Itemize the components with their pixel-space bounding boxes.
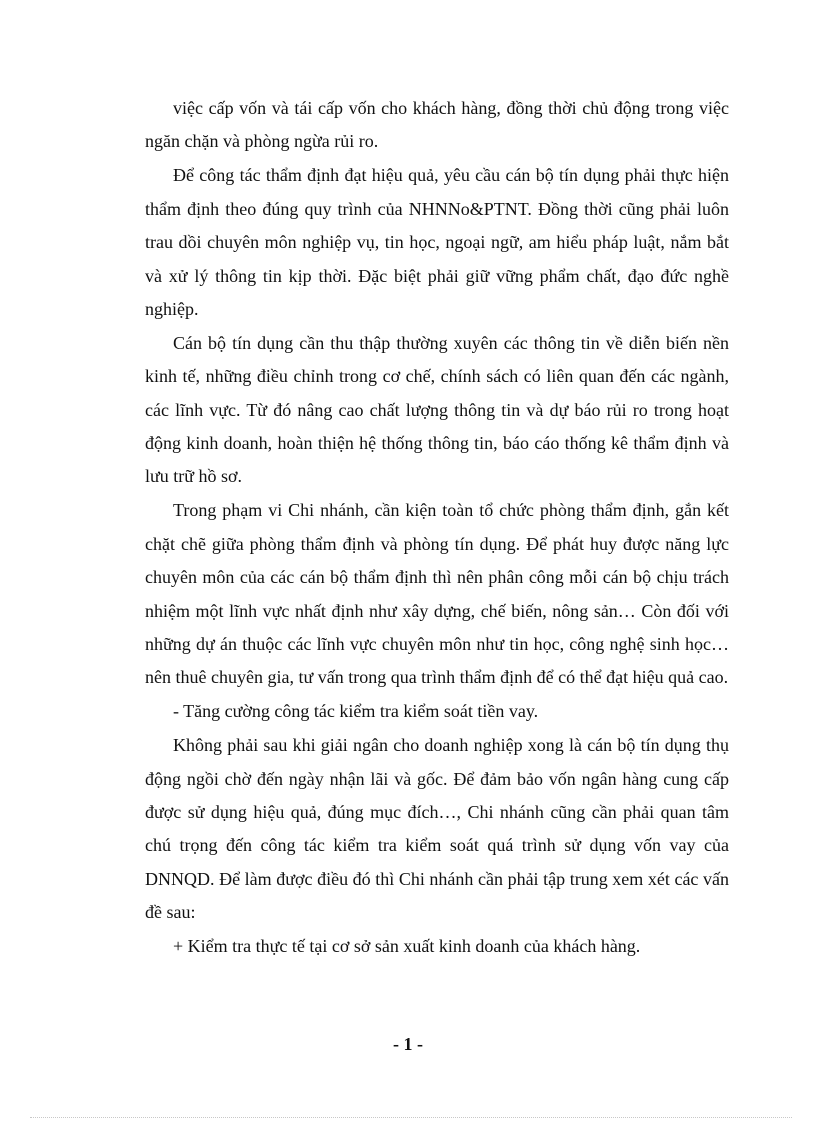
document-body — [145, 92, 729, 964]
paragraph-5: Không phải sau khi giải ngân cho doanh nghiệp xong là cán bộ tín dụng thụ động ngồi chờ đến ngày nhận lãi và gốc. Để đảm bảo vốn ngân hàng cung cấp được sử dụng hiệu quả, đúng mục đích…, Chi nhánh cũng cần phải quan tâm chú trọng đến công tác kiểm tra kiểm soát quá trình sử dụng vốn vay của DNNQD. Để làm được điều đó thì Chi nhánh cần phải tập trung xem xét các vấn đề sau: — [145, 735, 729, 923]
paragraph-2: Để công tác thẩm định đạt hiệu quả, yêu cầu cán bộ tín dụng phải thực hiện thẩm định theo đúng quy trình của NHNNo&PTNT. Đồng thời cũng phải luôn trau dồi chuyên môn nghiệp vụ, tin học, ngoại ngữ, am hiểu pháp luật, nắm bắt và xử lý thông tin kịp thời. Đặc biệt phải giữ vững phẩm chất, đạo đức nghề nghiệp. — [145, 165, 729, 319]
page-bottom-divider — [30, 1117, 792, 1118]
bullet-item-site-inspection: + Kiểm tra thực tế tại cơ sở sản xuất kinh doanh của khách hàng. — [173, 936, 641, 957]
page-number: - 1 - — [393, 1034, 423, 1054]
paragraph-1: việc cấp vốn và tái cấp vốn cho khách hàng, đồng thời chủ động trong việc ngăn chặn và phòng ngừa rủi ro. — [145, 98, 729, 152]
paragraph-4: Trong phạm vi Chi nhánh, cần kiện toàn tổ chức phòng thẩm định, gắn kết chặt chẽ giữa phòng thẩm định và phòng tín dụng. Để phát huy được năng lực chuyên môn của các cán bộ thẩm định thì nên phân công mỗi cán bộ chịu trách nhiệm một lĩnh vực nhất định như xây dựng, chế biến, nông sản… Còn đối với những dự án thuộc các lĩnh vực chuyên môn như tin học, công nghệ sinh học… nên thuê chuyên gia, tư vấn trong qua trình thẩm định để có thể đạt hiệu quả cao. — [145, 500, 729, 688]
paragraph-3: Cán bộ tín dụng cần thu thập thường xuyên các thông tin về diễn biến nền kinh tế, những điều chỉnh trong cơ chế, chính sách có liên quan đến các ngành, các lĩnh vực. Từ đó nâng cao chất lượng thông tin và dự báo rủi ro trong hoạt động kinh doanh, hoàn thiện hệ thống thông tin, báo cáo thống kê thẩm định và lưu trữ hồ sơ. — [145, 332, 729, 487]
bullet-item-loan-control: - Tăng cường công tác kiểm tra kiểm soát tiền vay. — [173, 701, 539, 722]
